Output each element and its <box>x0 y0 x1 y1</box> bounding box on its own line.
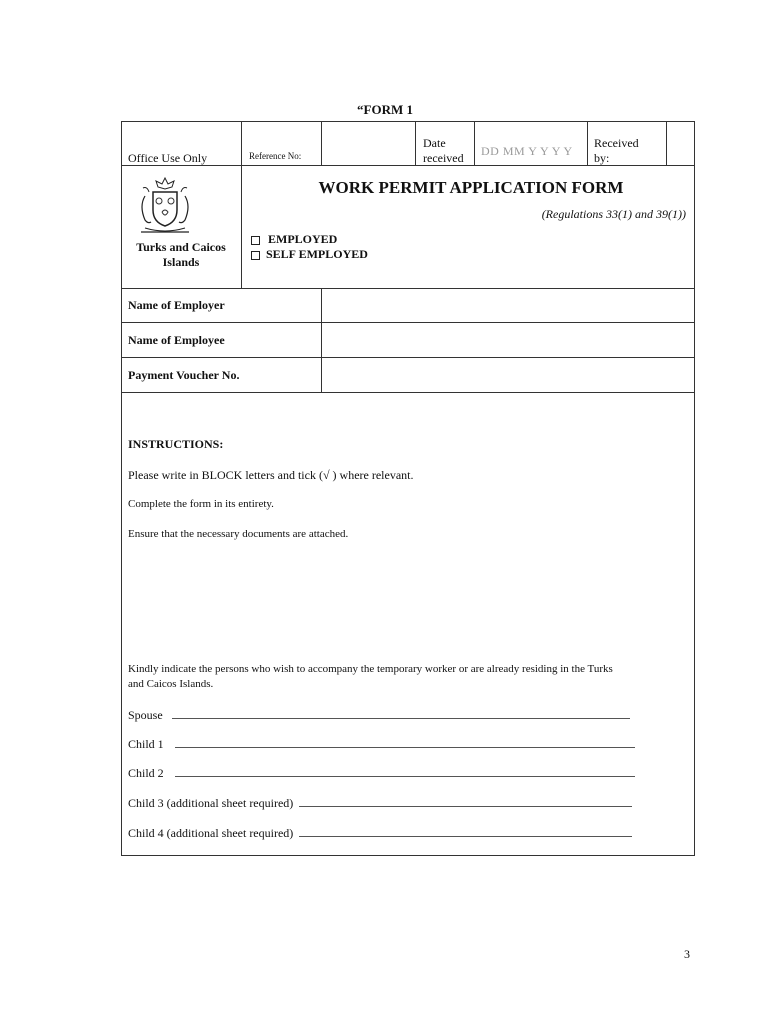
employee-input[interactable] <box>322 323 694 357</box>
spouse-input[interactable] <box>172 707 630 719</box>
child3-input[interactable] <box>299 795 632 807</box>
instruction-text: ) where relevant. <box>329 468 414 482</box>
option-label: SELF EMPLOYED <box>266 247 368 261</box>
date-field[interactable]: DD MM Y Y Y Y <box>481 144 573 158</box>
accompany-intro-line: Kindly indicate the persons who wish to accompany the temporary worker or are already residing in the Turks <box>128 663 613 675</box>
tick-mark: √ <box>322 468 330 482</box>
country-name <box>123 240 239 270</box>
person-label: Child 1 <box>128 737 164 751</box>
instructions-heading: INSTRUCTIONS: <box>128 437 224 451</box>
child2-input[interactable] <box>175 765 635 777</box>
option-self-employed[interactable] <box>251 247 368 262</box>
child4-input[interactable] <box>299 825 632 837</box>
checkbox-icon[interactable] <box>251 251 260 260</box>
date-received-line: received <box>423 151 464 165</box>
coat-of-arms-icon <box>135 176 195 240</box>
person-label: Spouse <box>128 708 163 722</box>
voucher-input[interactable] <box>322 358 694 392</box>
employee-label: Name of Employee <box>128 333 225 347</box>
form-number-label: “FORM 1 <box>357 102 413 117</box>
date-received-line: Date <box>423 136 446 150</box>
divider <box>241 121 242 288</box>
reference-label: Reference No: <box>249 151 302 161</box>
voucher-label: Payment Voucher No. <box>128 368 240 382</box>
divider <box>121 392 695 393</box>
divider <box>474 121 475 165</box>
received-by-line: by: <box>594 151 610 165</box>
instruction-line: Complete the form in its entirety. <box>128 498 274 510</box>
page-title: WORK PERMIT APPLICATION FORM <box>318 178 624 197</box>
child2-row <box>128 765 635 781</box>
accompany-intro <box>128 662 690 692</box>
received-by-label <box>594 136 639 166</box>
divider <box>415 121 416 165</box>
office-use-label: Office Use Only <box>128 151 208 165</box>
child3-row <box>128 795 632 811</box>
option-label: EMPLOYED <box>268 232 338 246</box>
accompany-intro-line: and Caicos Islands. <box>128 678 214 690</box>
child4-row <box>128 825 632 841</box>
country-name-line: Turks and Caicos <box>136 240 226 254</box>
spouse-row <box>128 707 630 723</box>
child1-row <box>128 736 635 752</box>
employer-input[interactable] <box>322 289 694 322</box>
instruction-text: Please write in BLOCK letters and tick ( <box>128 468 323 482</box>
date-received-label <box>423 136 464 166</box>
instruction-line: Ensure that the necessary documents are attached. <box>128 528 349 540</box>
country-name-line: Islands <box>162 255 200 269</box>
received-by-field[interactable] <box>667 122 694 164</box>
instruction-line <box>128 468 414 483</box>
person-label: Child 4 (additional sheet required) <box>128 826 294 840</box>
checkbox-icon[interactable] <box>251 236 260 245</box>
reference-field[interactable] <box>322 122 414 164</box>
employer-label: Name of Employer <box>128 298 225 312</box>
option-employed[interactable] <box>251 232 337 247</box>
received-by-line: Received <box>594 136 639 150</box>
regulations-label: (Regulations 33(1) and 39(1)) <box>541 207 686 221</box>
child1-input[interactable] <box>175 736 635 748</box>
page-number: 3 <box>684 947 690 961</box>
person-label: Child 2 <box>128 766 164 780</box>
person-label: Child 3 (additional sheet required) <box>128 796 294 810</box>
divider <box>587 121 588 165</box>
